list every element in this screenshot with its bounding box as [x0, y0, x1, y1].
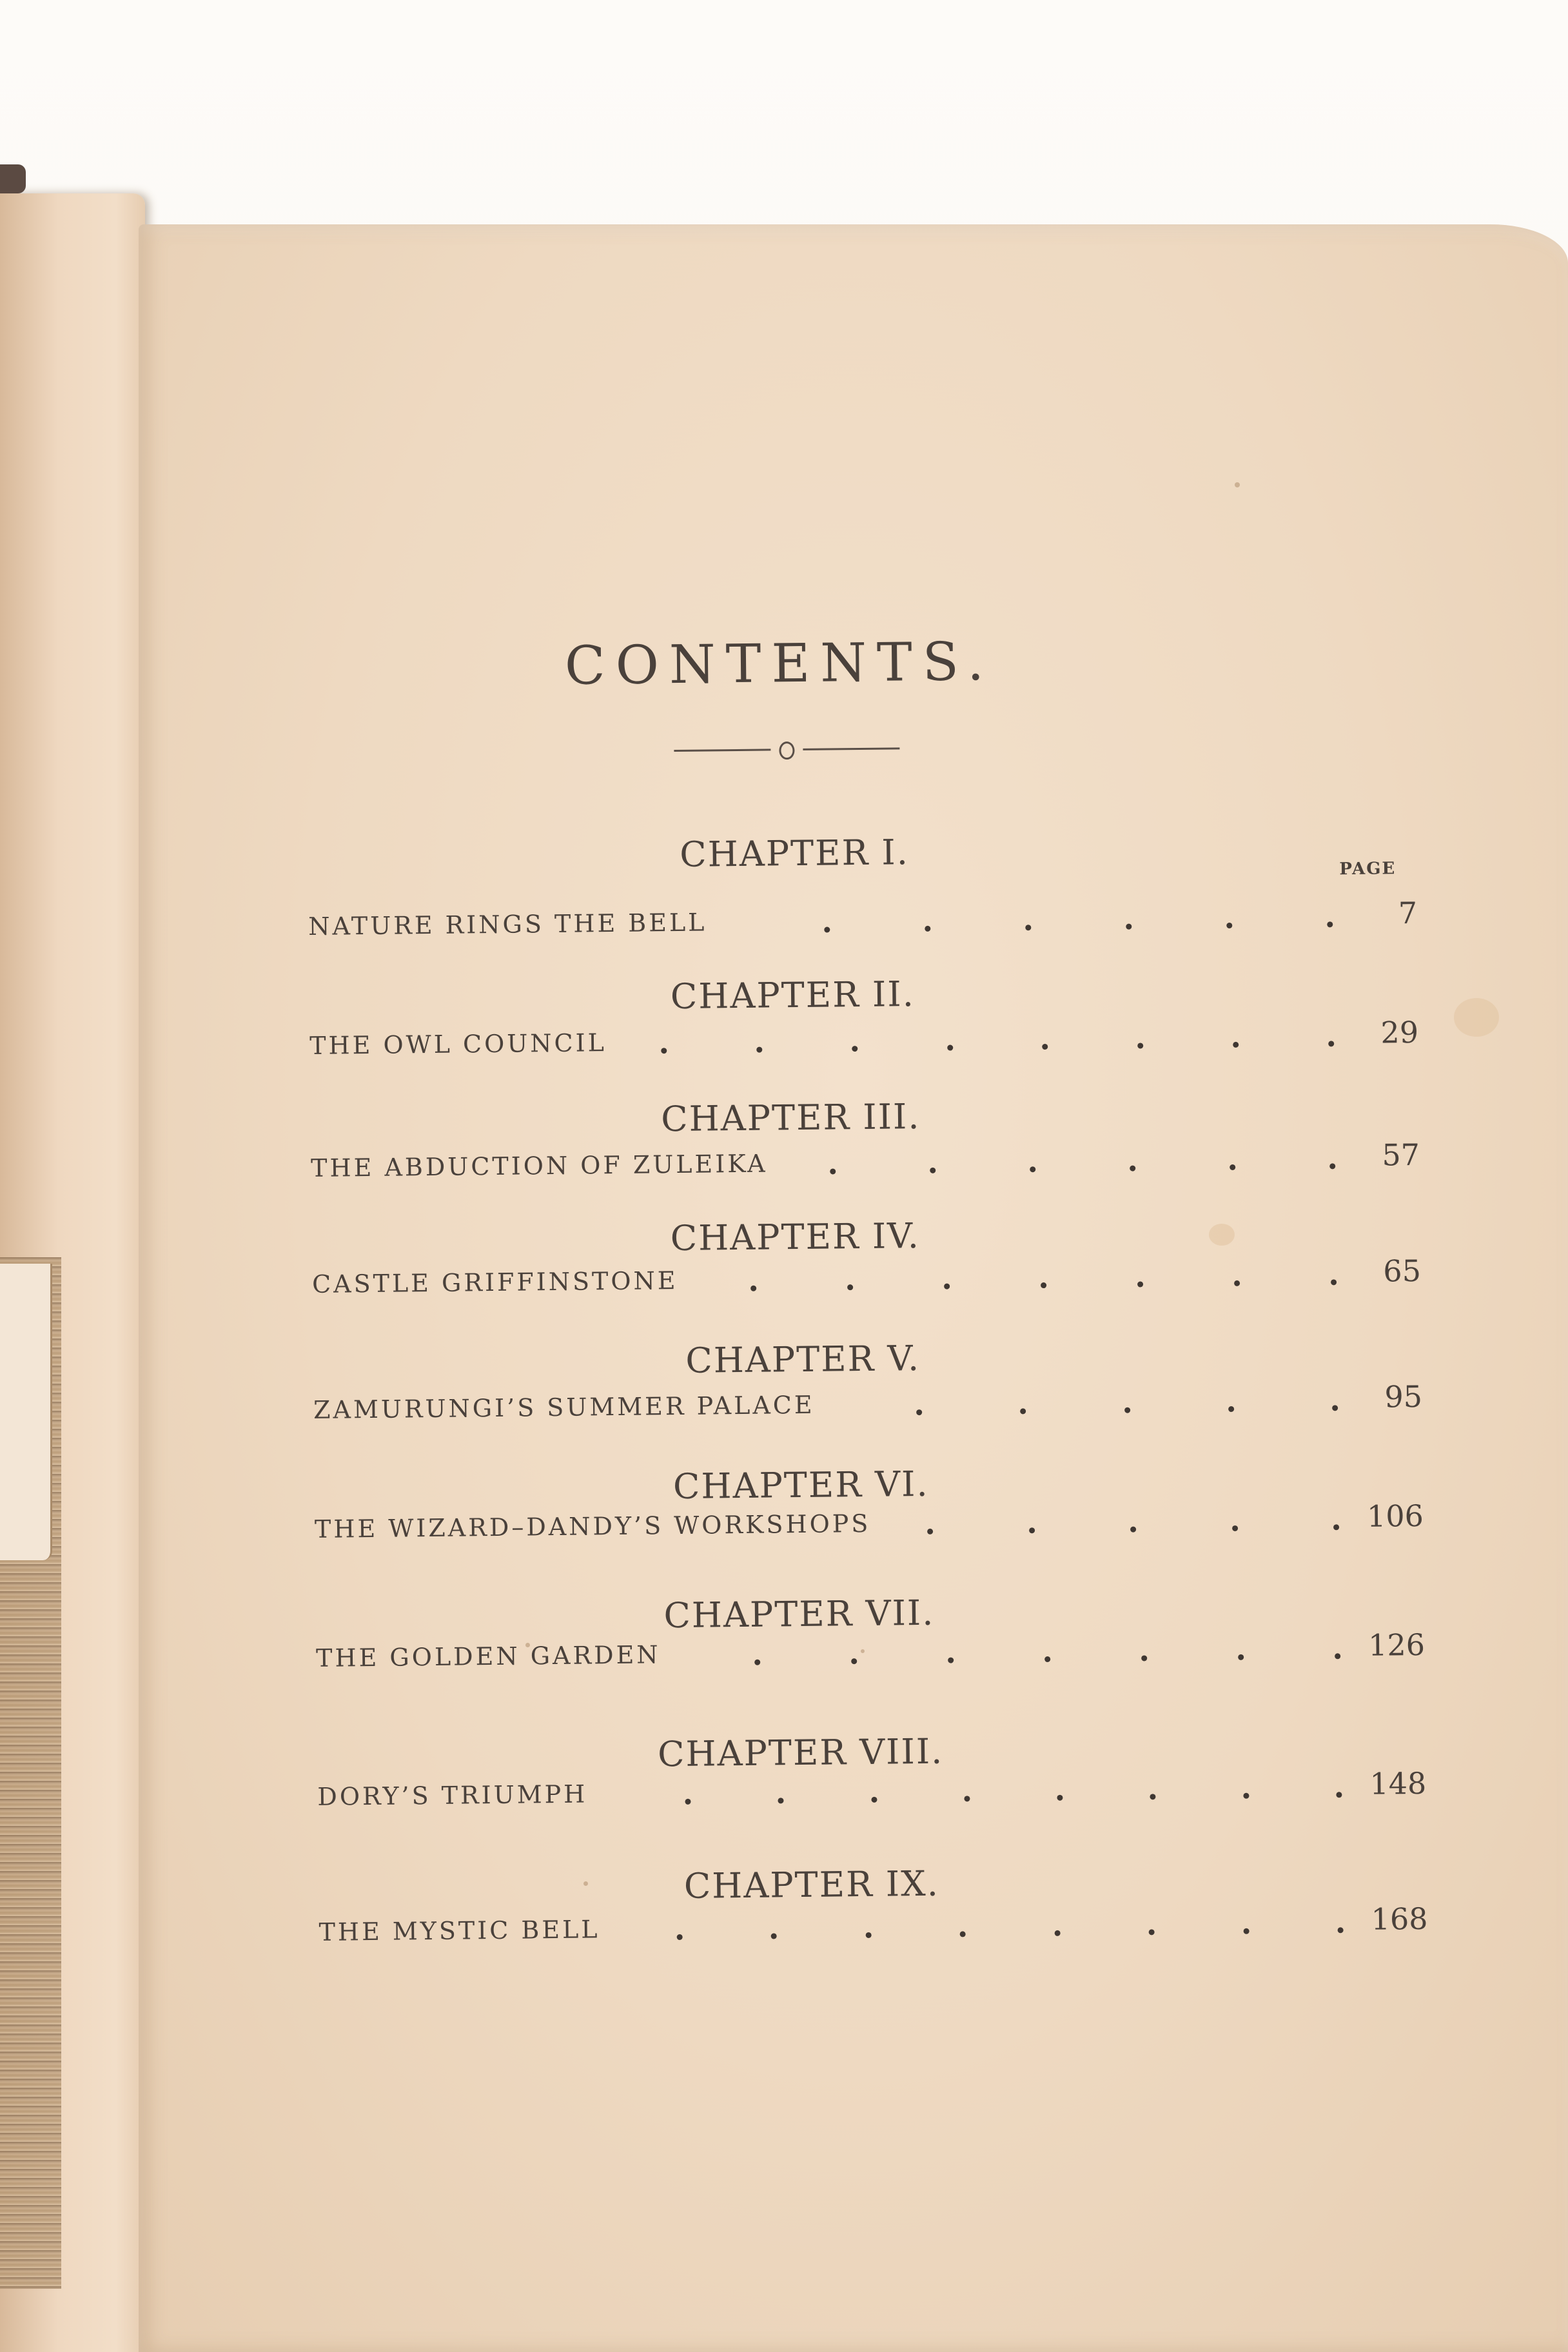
leader-dot [1137, 1281, 1143, 1287]
leader-dot [960, 1931, 966, 1937]
page-title: CONTENTS. [564, 631, 995, 697]
leader-dot [851, 1658, 857, 1664]
leader-dot [1233, 1042, 1239, 1048]
leader-dot [1234, 1280, 1240, 1286]
chapter-title: THE OWL COUNCIL [309, 1028, 607, 1060]
page-column-label: PAGE [1339, 859, 1396, 879]
leader-dot [1126, 924, 1132, 930]
leader-dot [866, 1932, 872, 1938]
leader-dot [1020, 1408, 1026, 1414]
leader-dot [830, 1168, 836, 1174]
leader-dot [944, 1284, 950, 1289]
page-number: 148 [1369, 1765, 1427, 1801]
torn-page-edge [0, 1264, 52, 1560]
leader-dot [756, 1047, 762, 1053]
toc-entry[interactable] [308, 894, 1418, 945]
leader-dot [1029, 1527, 1035, 1533]
page-number: 29 [1380, 1014, 1419, 1050]
leader-dot [1130, 1527, 1136, 1533]
chapter-heading: CHAPTER VI. [672, 1463, 929, 1507]
chapter-heading: CHAPTER IV. [670, 1215, 921, 1259]
leader-dot [1149, 1929, 1155, 1935]
chapter-title: THE GOLDEN GARDEN [315, 1640, 661, 1672]
toc-entry[interactable] [315, 1497, 1424, 1547]
chapter-heading: CHAPTER IX. [683, 1863, 940, 1906]
leader-dot [1055, 1930, 1061, 1936]
chapter-title: NATURE RINGS THE BELL [308, 908, 707, 941]
ornament-rule [803, 747, 899, 750]
toc-entry[interactable] [311, 1136, 1420, 1186]
leader-dots [830, 1156, 1329, 1174]
chapter-heading: CHAPTER V. [685, 1338, 921, 1381]
leader-dot [750, 1286, 756, 1291]
leader-dot [754, 1660, 760, 1665]
page-number: 65 [1383, 1253, 1422, 1289]
leader-dot [1238, 1654, 1244, 1660]
table-of-contents [303, 407, 1474, 2031]
leader-dots [685, 1785, 1336, 1805]
chapter-title: CASTLE GRIFFINSTONE [311, 1266, 678, 1298]
leader-dot [871, 1797, 877, 1803]
toc-entry[interactable] [317, 1765, 1427, 1815]
leader-dot [1150, 1794, 1155, 1799]
leader-dots [677, 1920, 1338, 1940]
leader-dot [964, 1796, 970, 1801]
leader-dot [1230, 1164, 1235, 1170]
chapter-title: DORY’S TRIUMPH [317, 1779, 588, 1811]
leader-dots [754, 1646, 1335, 1665]
leader-dots [750, 1272, 1331, 1291]
leader-dot [661, 1048, 667, 1054]
page-number: 57 [1382, 1137, 1420, 1173]
leader-dot [916, 1409, 922, 1415]
leader-dots [661, 1034, 1328, 1054]
leader-dot [824, 926, 830, 932]
leader-dot [685, 1799, 691, 1805]
leader-dot [927, 1529, 933, 1534]
leader-dot [1130, 1166, 1135, 1171]
leader-dot [1329, 1163, 1335, 1169]
leader-dots [824, 914, 1327, 932]
leader-dot [925, 926, 930, 932]
leader-dot [1327, 921, 1333, 927]
leader-dot [1332, 1405, 1338, 1411]
leader-dot [1057, 1795, 1063, 1801]
chapter-title: THE ABDUCTION OF ZULEIKA [310, 1149, 768, 1182]
page-number: 106 [1366, 1498, 1424, 1534]
leader-dot [1124, 1407, 1130, 1413]
leader-dot [1336, 1792, 1342, 1798]
page-number: 168 [1371, 1901, 1428, 1937]
title-ornament [674, 735, 899, 763]
toc-entry[interactable] [312, 1252, 1422, 1302]
page-number: 126 [1367, 1627, 1426, 1663]
leader-dot [1335, 1653, 1340, 1659]
leader-dot [1141, 1655, 1147, 1661]
chapter-heading: CHAPTER I. [680, 832, 910, 875]
leader-dot [1338, 1927, 1344, 1933]
leader-dots [927, 1517, 1333, 1534]
ornament-rule [674, 749, 770, 752]
leader-dot [948, 1658, 954, 1663]
leader-dot [1226, 923, 1232, 928]
chapter-heading: CHAPTER III. [660, 1096, 921, 1140]
leader-dot [1137, 1043, 1143, 1048]
chapter-title: THE MYSTIC BELL [318, 1915, 600, 1946]
leader-dot [677, 1934, 683, 1940]
leader-dot [947, 1044, 953, 1050]
chapter-heading: CHAPTER VII. [663, 1592, 935, 1636]
page-number: 95 [1384, 1378, 1423, 1415]
ornament-circle [779, 741, 794, 760]
leader-dot [1228, 1406, 1234, 1412]
leader-dot [771, 1933, 777, 1939]
leader-dot [1041, 1282, 1046, 1288]
leader-dot [1232, 1525, 1238, 1531]
leader-dot [1243, 1793, 1249, 1799]
leader-dot [1333, 1524, 1339, 1530]
leader-dot [1244, 1928, 1250, 1934]
leader-dot [1328, 1041, 1334, 1046]
leader-dot [1042, 1044, 1048, 1050]
leader-dot [930, 1168, 936, 1173]
toc-entry[interactable] [309, 1014, 1419, 1064]
leader-dot [1331, 1279, 1337, 1285]
toc-entry[interactable] [313, 1378, 1423, 1428]
binding-mark [0, 164, 26, 193]
chapter-title: THE WIZARD–DANDY’S WORKSHOPS [314, 1509, 871, 1544]
leader-dot [1044, 1656, 1050, 1662]
leader-dot [1030, 1166, 1035, 1172]
leader-dot [1025, 925, 1031, 930]
toc-entry[interactable] [318, 1900, 1428, 1950]
toc-entry[interactable] [316, 1626, 1426, 1676]
leader-dot [778, 1798, 783, 1803]
chapter-title: ZAMURUNGI’S SUMMER PALACE [313, 1390, 815, 1424]
chapter-heading: CHAPTER II. [670, 974, 916, 1017]
leader-dot [852, 1046, 858, 1052]
chapter-heading: CHAPTER VIII. [657, 1730, 944, 1775]
leader-dots [916, 1398, 1332, 1415]
leader-dot [847, 1284, 853, 1290]
page-number: 7 [1398, 895, 1418, 931]
